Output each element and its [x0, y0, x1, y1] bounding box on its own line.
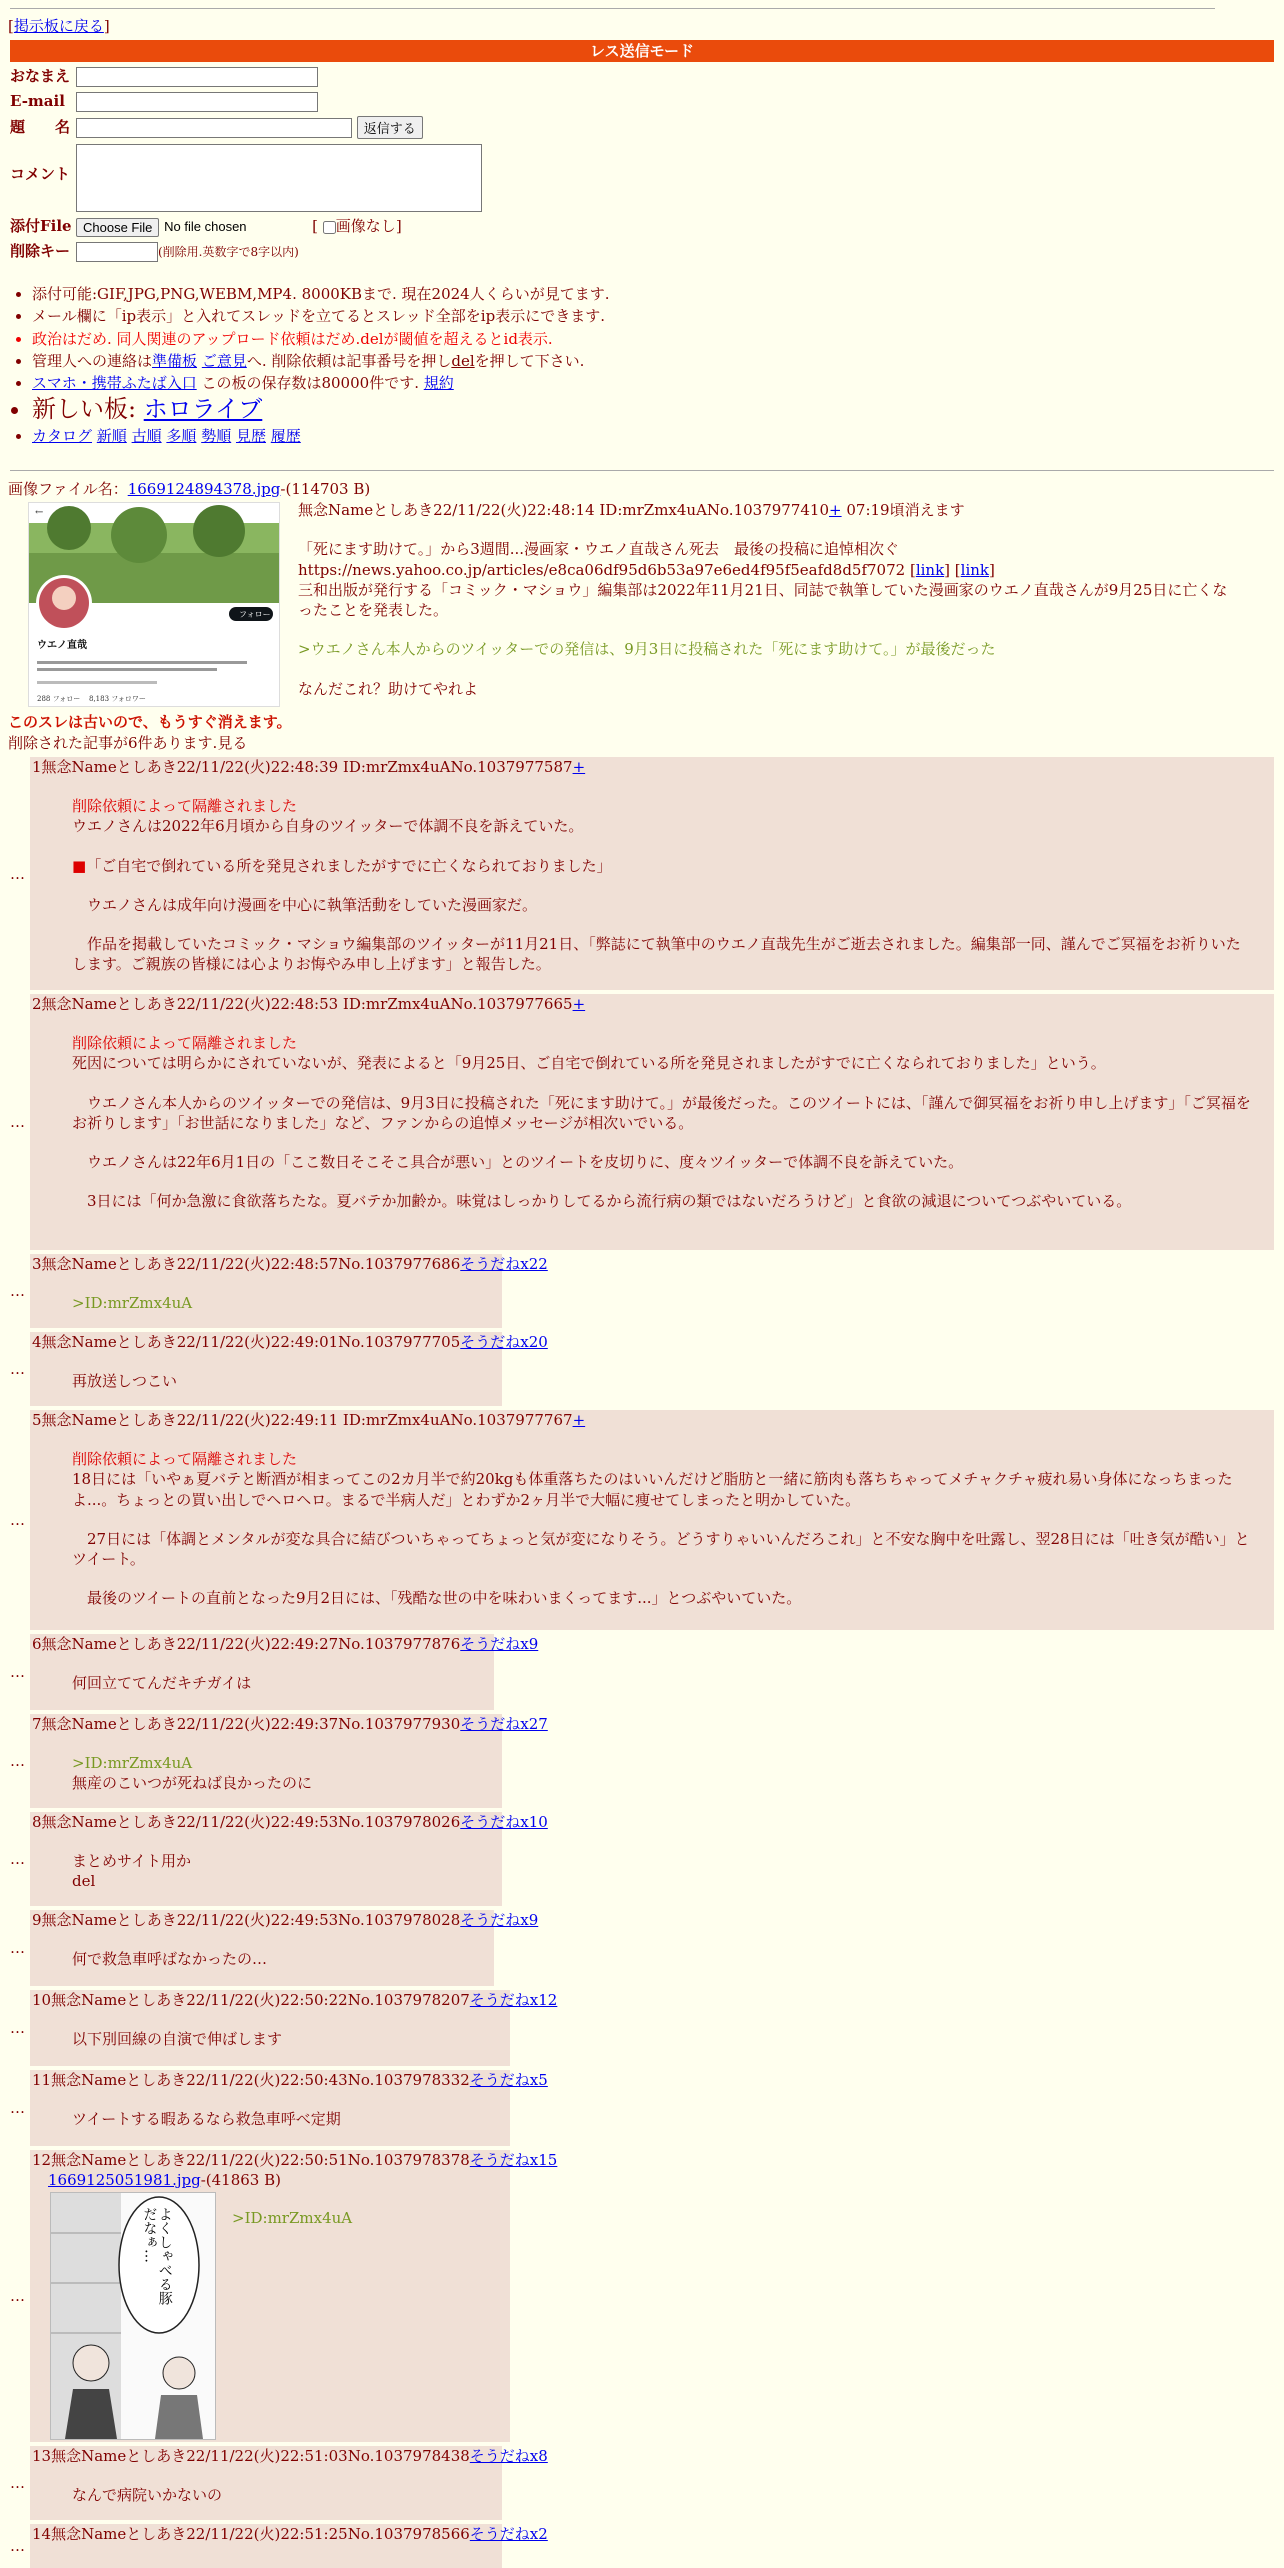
reply-body — [72, 2029, 1252, 2049]
op-body-line: 三和出版が発行する「コミック・マショウ」編集部は2022年11月21日、同誌で執筆していた漫画家のウエノ直哉さんが9月25日に亡くなったことを発表した。 — [298, 580, 1228, 619]
note-item — [32, 395, 610, 424]
reply-header — [32, 1714, 548, 1734]
email-input[interactable] — [76, 92, 318, 112]
reply-header-text: 7無念Nameとしあき22/11/22(火)22:49:37No.1037977930 — [32, 1715, 461, 1733]
reply-body — [72, 1753, 1252, 1794]
reply-post — [30, 1254, 548, 1328]
file-prefix: 画像ファイル名： — [8, 480, 128, 498]
reply-post — [30, 994, 1274, 1250]
note-item: • メール欄に「ip表示」と入れてスレッドを立てるとスレッド全部をip表示にできます. — [32, 306, 610, 326]
body-line — [72, 856, 1252, 876]
reply-header-text: 5無念Nameとしあき22/11/22(火)22:49:11 ID:mrZmx4uANo.1037977767 — [32, 1411, 573, 1429]
note-item: • 政治はだめ. 同人関連のアップロード依頼はだめ.delが閾値を超えるとid表示. — [32, 329, 610, 349]
isolation-notice: 削除依頼によって隔離されました — [72, 1034, 298, 1052]
quote-line: >ID:mrZmx4uA — [232, 2209, 353, 2227]
quote-line: >ID:mrZmx4uA — [72, 1294, 193, 1312]
body-line: ウエノさん本人からのツイッターでの発信は、9月3日に投稿された「死にます助けて。」が最後だった。このツイートには、「謹んで御冥福をお祈り申し上げます」「ご冥福をお祈りします」「お世話になりました」など、ファンからの追悼メッセージが相次いでいる。 — [72, 1093, 1251, 1132]
op-header — [298, 500, 1233, 520]
manga-panel-image — [51, 2193, 215, 2439]
reply-header — [32, 1634, 538, 1654]
reply-ellipsis: … — [10, 2287, 25, 2305]
body-line: 再放送しつこい — [72, 1372, 178, 1390]
op-body-line: なんだこれ？助けてやれよ — [298, 679, 479, 698]
reply-header-text: 10無念Nameとしあき22/11/22(火)22:50:22No.1037978207 — [32, 1991, 470, 2009]
reply-mode-bar: レス送信モード — [10, 40, 1274, 62]
reply-body — [72, 2485, 1252, 2505]
bracket: ] — [395, 217, 402, 235]
bracket: ] [ — [944, 560, 961, 579]
sodane-link[interactable]: + — [572, 758, 586, 776]
body-line: ウエノさんは2022年6月頃から自身のツイッターで体調不良を訴えていた。 — [72, 817, 584, 836]
new-board-label: 新しい板: — [32, 395, 144, 424]
body-line: まとめサイト用か — [72, 1852, 191, 1870]
viewed-history-link[interactable]: 見歴 — [235, 427, 266, 446]
reply-ellipsis: … — [10, 1850, 25, 1868]
op-file-link[interactable]: 1669124894378.jpg — [127, 480, 281, 498]
reply-header-text: 11無念Nameとしあき22/11/22(火)22:50:43No.1037978332 — [32, 2071, 470, 2089]
reply-header-text: 6無念Nameとしあき22/11/22(火)22:49:27No.1037977876 — [32, 1635, 461, 1653]
catalog-link[interactable]: カタログ — [32, 427, 93, 446]
opinion-link[interactable]: ご意見 — [201, 351, 247, 370]
bracket: [ — [312, 217, 319, 235]
no-image-checkbox[interactable] — [323, 221, 336, 234]
op-post — [298, 500, 1233, 699]
submit-reply-button[interactable]: 返信する — [357, 116, 423, 139]
body-line: ツイートする暇あるなら救急車呼べ定期 — [72, 2110, 341, 2128]
reply-header-text: 8無念Nameとしあき22/11/22(火)22:49:53No.1037978026 — [32, 1813, 461, 1831]
reply-header — [32, 2446, 548, 2466]
board-notes — [32, 284, 610, 448]
reply-post — [30, 1634, 539, 1710]
body-text: 「ご自宅で倒れている所を発見されましたがすでに亡くなられておりました」 — [86, 856, 612, 875]
file-size: -(114703 B) — [280, 480, 371, 498]
top-divider — [10, 8, 1215, 9]
reply-header — [32, 1990, 557, 2010]
mobile-entry-link[interactable]: スマホ・携帯ふたば入口 — [32, 374, 197, 392]
quote-line: >ID:mrZmx4uA — [72, 1754, 193, 1772]
sodane-link[interactable]: + — [572, 1411, 586, 1429]
divider — [10, 470, 1274, 471]
body-line: 何で救急車呼ばなかったの… — [72, 1950, 268, 1968]
sort-new-link[interactable]: 新順 — [96, 427, 127, 446]
reply-ellipsis: … — [10, 1663, 25, 1681]
sodane-link[interactable]: そうだねx2 — [469, 2525, 548, 2543]
reply-post — [30, 1410, 1274, 1630]
note-text: この板の保存数は80000件です. — [196, 374, 424, 392]
note-item — [32, 351, 610, 371]
link-button[interactable]: link — [960, 560, 990, 579]
note-item — [32, 426, 610, 446]
hololive-link[interactable]: ホロライブ — [143, 395, 263, 424]
sodane-link[interactable]: そうだねx5 — [469, 2071, 548, 2089]
op-file-info — [8, 479, 370, 499]
sodane-link[interactable]: そうだねx20 — [460, 1333, 548, 1351]
reply-body — [72, 1371, 1252, 1391]
no-image-label: 画像なし — [335, 217, 396, 235]
bracket: [ — [8, 17, 14, 35]
body-line: 無産のこいつが死ねば良かったのに — [72, 1774, 313, 1793]
reply-header — [32, 1410, 585, 1430]
body-line: 18日には「いやぁ夏バテと断酒が相まってこの2カ月半で約20kgも体重落ちたのはいいんだけど脂肪と一緒に筋肉も落ちちゃってメチャクチャ疲れ易い身体になっちまったよ...。ちょっとの買い出しでヘロヘロ。まるで半病人だ」とわずか2ヶ月半で大幅に痩せてしまったと明かしていた。 — [72, 1470, 1233, 1509]
reply-header-text: 3無念Nameとしあき22/11/22(火)22:48:57No.1037977686 — [32, 1255, 461, 1273]
reply-header — [32, 1332, 548, 1352]
reply-ellipsis: … — [10, 2019, 25, 2037]
sodane-link[interactable]: そうだねx22 — [460, 1255, 548, 1273]
del-word: del — [451, 351, 475, 370]
delkey-label: 削除キー — [10, 242, 71, 260]
reply-body — [72, 1033, 1252, 1212]
sort-momentum-link[interactable]: 勢順 — [201, 427, 232, 446]
sodane-link[interactable]: そうだねx9 — [460, 1635, 539, 1653]
body-line: 3日には「何か急激に食欲落ちたな。夏バテか加齢か。味覚はしっかりしてるから流行病の類ではないだろうけど」と食欲の減退についてつぶやいている。 — [72, 1192, 1132, 1211]
reply-post — [30, 757, 1274, 990]
subject-input[interactable] — [76, 118, 352, 138]
note-text: へ. 削除依頼は記事番号を押し — [246, 351, 452, 370]
note-text: を押して下さい. — [474, 351, 585, 370]
blank-line — [72, 1172, 1252, 1191]
reply-file-link[interactable]: 1669125051981.jpg — [48, 2171, 201, 2189]
sodane-link[interactable]: そうだねx15 — [469, 2151, 558, 2169]
deleted-posts-notice[interactable]: 削除された記事が6件あります.見る — [8, 734, 248, 752]
choose-file-button[interactable]: Choose File — [76, 218, 159, 237]
expire-time: 07:19頃消えます — [841, 501, 965, 519]
blank-line — [72, 1074, 1252, 1093]
bracket: ] — [103, 17, 110, 35]
sodane-link[interactable]: そうだねx12 — [469, 1991, 558, 2009]
reply-post — [30, 1910, 539, 1986]
reply-body — [72, 1851, 1252, 1892]
reply-ellipsis: … — [10, 2099, 25, 2117]
reply-header — [32, 2150, 557, 2170]
reply-body — [72, 1949, 1252, 1969]
back-arrow-icon: ← — [35, 507, 44, 518]
followers-count: 8,183 フォロワー — [89, 695, 146, 703]
sodane-link[interactable]: そうだねx8 — [469, 2447, 548, 2465]
body-line: 最後のツイートの直前となった9月2日には、「残酷な世の中を味わいまくってます...」とつぶやいていた。 — [72, 1589, 802, 1608]
sodane-link[interactable]: そうだねx9 — [460, 1911, 539, 1929]
note-item — [32, 373, 610, 393]
reply-ellipsis: … — [10, 2474, 25, 2492]
body-line: なんで病院いかないの — [72, 2486, 223, 2504]
reply-header — [32, 757, 585, 777]
isolation-notice: 削除依頼によって隔離されました — [72, 1450, 298, 1468]
reply-ellipsis: … — [10, 1282, 25, 1300]
reply-header — [32, 1910, 538, 1930]
reply-ellipsis: … — [10, 1939, 25, 1957]
note-item: • 添付可能:GIF,JPG,PNG,WEBM,MP4. 8000KBまで. 現在2024人くらいが見てます. — [32, 284, 610, 304]
delete-key-input[interactable] — [76, 242, 158, 262]
op-url: https://news.yahoo.co.jp/articles/e8ca06df95d6b53a97e6ed4f95f5eafd8d5f7072 [ — [298, 560, 916, 579]
file-size: -(41863 B) — [200, 2171, 281, 2189]
reply-header — [32, 1812, 548, 1832]
reply-header-text: 9無念Nameとしあき22/11/22(火)22:49:53No.1037978028 — [32, 1911, 461, 1929]
file-label: 添付File — [10, 217, 72, 235]
sodane-link[interactable]: + — [572, 995, 586, 1013]
sodane-link[interactable]: そうだねx10 — [460, 1813, 548, 1831]
bracket: ] — [989, 560, 995, 579]
blank-line — [72, 837, 1252, 856]
no-file-text: No file chosen — [164, 219, 247, 234]
speech-bubble-text: よくしゃべる豚だなぁ… — [141, 2207, 173, 2305]
reply-post — [30, 2070, 548, 2146]
body-line: 作品を掲載していたコミック・マショウ編集部のツイッターが11月21日、「弊誌にて執筆中のウエノ直哉先生がご逝去されました。編集部一同、謹んでご冥福をお祈りいたします。ご親族の皆様には心よりお悔やみ申し上げます」と報告した。 — [72, 935, 1241, 974]
op-sodane-link[interactable]: + — [829, 501, 842, 519]
body-line: 以下別回線の自演で伸ばします — [72, 2030, 283, 2048]
thread-old-notice: このスレは古いので、もうすぐ消えます。 — [8, 713, 292, 731]
delkey-hint: (削除用.英数字で8字以内) — [158, 245, 299, 259]
body-line: 死因については明らかにされていないが、発表によると「9月25日、ご自宅で倒れている所を発見されましたがすでに亡くなられておりました」という。 — [72, 1054, 1106, 1073]
reply-body — [232, 2208, 492, 2228]
blank-line — [72, 876, 1252, 895]
blank-line — [72, 1569, 1252, 1588]
blank-line — [72, 1510, 1252, 1529]
reply-post — [30, 1990, 558, 2066]
subject-label: 題 名 — [10, 117, 71, 136]
follow-button-text: フォロー — [239, 610, 271, 619]
body-line: 何回立ててんだキチガイは — [72, 1674, 252, 1692]
blank-line — [72, 1133, 1252, 1152]
square-bullet-icon: ■ — [72, 856, 87, 875]
reply-body — [72, 1293, 1252, 1313]
reply-post — [30, 1812, 548, 1906]
following-count: 288 フォロー — [37, 695, 81, 703]
reply-ellipsis: … — [10, 1360, 25, 1378]
reply-post — [30, 2446, 548, 2520]
reply-body — [72, 1449, 1252, 1609]
sort-old-link[interactable]: 古順 — [131, 427, 162, 446]
op-header-text: 無念Nameとしあき22/11/22(火)22:48:14 ID:mrZmx4uANo.1037977410 — [298, 501, 830, 519]
reply-header-text: 2無念Nameとしあき22/11/22(火)22:48:53 ID:mrZmx4uANo.1037977665 — [32, 995, 573, 1013]
reply-body — [72, 1673, 1252, 1693]
reply-header-text: 1無念Nameとしあき22/11/22(火)22:48:39 ID:mrZmx4uANo.1037977587 — [32, 758, 573, 776]
reply-header-text: 14無念Nameとしあき22/11/22(火)22:51:25No.1037978566 — [32, 2525, 470, 2543]
comment-label: コメント — [10, 165, 71, 183]
sort-many-link[interactable]: 多順 — [166, 427, 197, 446]
reply-post — [30, 2150, 558, 2442]
post-history-link[interactable]: 履歴 — [270, 427, 301, 446]
reply-post — [30, 1714, 548, 1808]
op-quote: >ウエノさん本人からのツイッターでの発信は、9月3日に投稿された「死にます助けて。」が最後だった — [298, 640, 996, 659]
back-to-board-link[interactable]: 掲示板に戻る — [13, 17, 104, 35]
body-line: 27日には「体調とメンタルが変な具合に結びついちゃってちょっと気が変になりそう。どうすりゃいいんだろこれ」と不安な胸中を吐露し、翌28日には「吐き気が酷い」とツイート。 — [72, 1529, 1250, 1568]
isolation-notice: 削除依頼によって隔離されました — [72, 797, 298, 815]
twitter-profile-image — [29, 503, 279, 706]
profile-name: ウエノ直哉 — [37, 640, 87, 651]
reply-header-text: 12無念Nameとしあき22/11/22(火)22:50:51No.1037978378 — [32, 2151, 470, 2169]
comment-textarea[interactable] — [76, 144, 482, 212]
sodane-link[interactable]: そうだねx27 — [460, 1715, 548, 1733]
reply-header — [32, 2524, 548, 2544]
reply-ellipsis: … — [10, 1511, 25, 1529]
body-line: del — [72, 1872, 96, 1891]
back-nav — [8, 16, 110, 36]
reply-body — [72, 2109, 1252, 2129]
note-text: 管理人への連絡は — [32, 351, 153, 370]
rules-link[interactable]: 規約 — [423, 374, 454, 392]
reply-post — [30, 2524, 548, 2568]
junbi-board-link[interactable]: 準備板 — [152, 351, 198, 370]
blank-line — [72, 915, 1252, 934]
reply-header — [32, 1254, 548, 1274]
link-button[interactable]: link — [915, 560, 945, 579]
name-label: おなまえ — [10, 67, 71, 85]
name-input[interactable] — [76, 67, 318, 87]
reply-header — [32, 2070, 548, 2090]
reply-ellipsis: … — [10, 864, 25, 883]
body-line: ウエノさんは成年向け漫画を中心に執筆活動をしていた漫画家だ。 — [72, 895, 538, 914]
reply-header-text: 4無念Nameとしあき22/11/22(火)22:49:01No.1037977705 — [32, 1333, 461, 1351]
op-thumbnail[interactable] — [28, 502, 280, 707]
op-body-line — [298, 560, 1233, 580]
reply-body — [72, 796, 1252, 975]
reply-ellipsis: … — [10, 1752, 25, 1770]
reply-header-text: 13無念Nameとしあき22/11/22(火)22:51:03No.1037978438 — [32, 2447, 470, 2465]
body-line: ウエノさんは22年6月1日の「ここ数日そこそこ具合が悪い」とのツイートを皮切りに、度々ツイッターで体調不良を訴えていた。 — [72, 1153, 964, 1171]
reply-header — [32, 994, 585, 1014]
op-body-line: 「死にます助けて。」から3週間...漫画家・ウエノ直哉さん死去 最後の投稿に追悼相次ぐ — [298, 540, 900, 559]
manga-panel-thumbnail[interactable] — [50, 2192, 216, 2440]
email-label: E-mail — [10, 92, 65, 110]
reply-file-info — [48, 2170, 281, 2190]
reply-post — [30, 1332, 548, 1406]
reply-ellipsis: … — [10, 1113, 25, 1131]
reply-ellipsis: … — [10, 2537, 25, 2555]
